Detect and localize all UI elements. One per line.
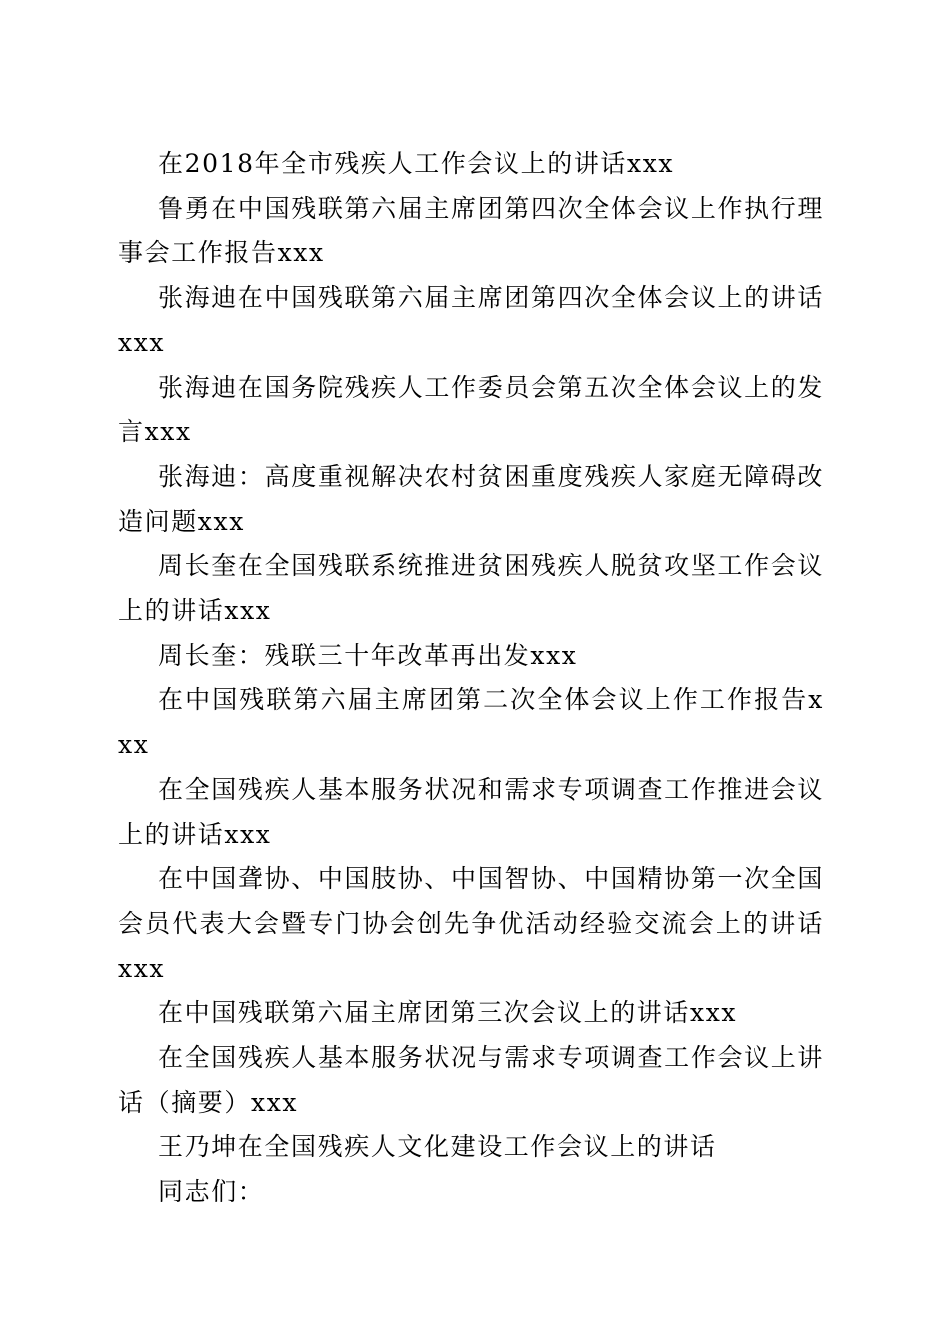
paragraph: 鲁勇在中国残联第六届主席团第四次全体会议上作执行理事会工作报告xxx bbox=[118, 193, 824, 268]
paragraph: 张海迪在国务院残疾人工作委员会第五次全体会议上的发言xxx bbox=[118, 372, 824, 447]
salutation: 同志们： bbox=[158, 1177, 265, 1207]
paragraph: 在2018年全市残疾人工作会议上的讲话xxx bbox=[158, 149, 675, 178]
paragraph: 在全国残疾人基本服务状况与需求专项调查工作会议上讲话（摘要）xxx bbox=[118, 1043, 824, 1117]
paragraph: 在中国残联第六届主席团第三次会议上的讲话xxx bbox=[158, 998, 738, 1028]
paragraph: 周长奎在全国残联系统推进贫困残疾人脱贫攻坚工作会议上的讲话xxx bbox=[118, 551, 824, 626]
paragraph: 在中国残联第六届主席团第二次全体会议上作工作报告xxx bbox=[118, 685, 824, 760]
paragraph: 周长奎：残联三十年改革再出发xxx bbox=[158, 640, 578, 670]
paragraph: 王乃坤在全国残疾人文化建设工作会议上的讲话 bbox=[158, 1132, 717, 1162]
paragraph: 在中国聋协、中国肢协、中国智协、中国精协第一次全国会员代表大会暨专门协会创先争优活动经验交流会上的讲话xxx bbox=[118, 864, 824, 983]
paragraph: 在全国残疾人基本服务状况和需求专项调查工作推进会议上的讲话xxx bbox=[118, 774, 824, 849]
paragraph: 张海迪在中国残联第六届主席团第四次全体会议上的讲话xxx bbox=[118, 283, 824, 357]
document-body bbox=[118, 142, 824, 1215]
paragraph: 张海迪：高度重视解决农村贫困重度残疾人家庭无障碍改造问题xxx bbox=[118, 461, 824, 536]
